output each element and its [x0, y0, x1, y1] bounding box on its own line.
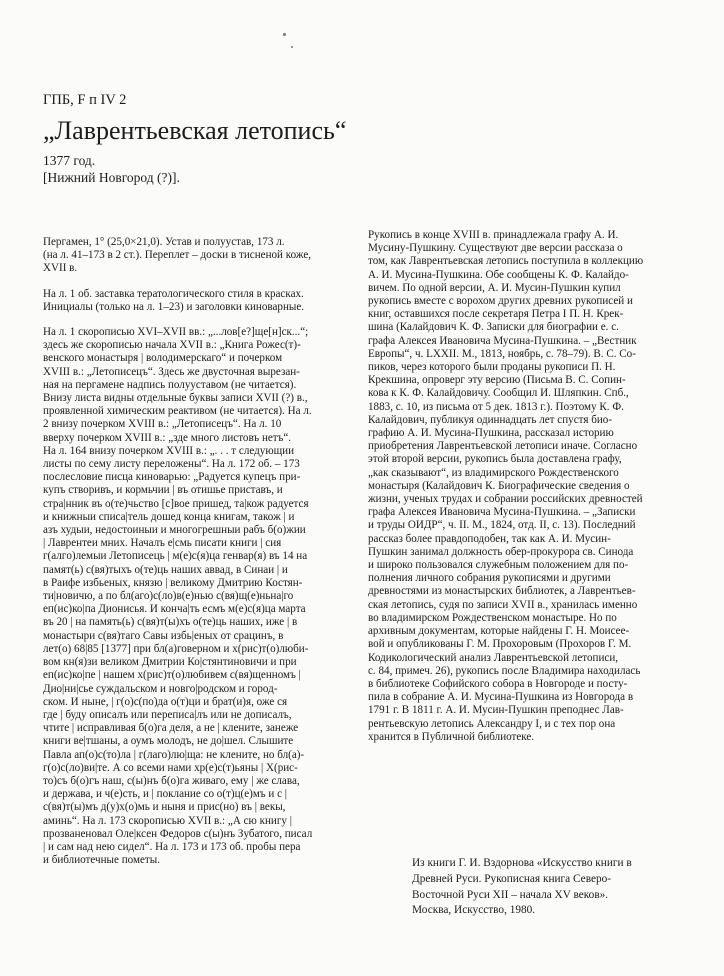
document-header: [43, 92, 403, 186]
scan-speck: [291, 46, 293, 48]
paragraph-material: Пергамен, 1° (25,0×21,0). Устав и полуустав, 173 л. (на л. 41–173 в 2 ст.). Переплет – доски в тисненой коже, XVII в.: [43, 236, 312, 275]
source-credit: Из книги Г. И. Вздорнова «Искусство книги в Древней Руси. Рукописная книга Северо- Восточной Руси XII – начала XV веков». Москва, Искусство, 1980.: [412, 857, 632, 917]
document-place: [Нижний Новгород (?)].: [43, 170, 180, 185]
paragraph-inscriptions: На л. 1 скорописью XVI–XVII вв.: „...лов[е?]щe[н]ск...“; здесь же скорописью начала XVII в.: „Книга Рожес(т)- венского монастыря | володимерскаго“ и почерком XVIII в.: „Летописецъ“. Здесь же двусточная вырезан- ная на пергамене надпись полууставом (не читается). Внизу листа видны отдельные буквы записи XVII (?) в., проявленной химическим реактивом (не читается). На л. 2 внизу почерком XVIII в.: „Летописецъ“. На л. 10 вверху почерком XVIII в.: „зде много листовъ нетъ“. На л. 164 внизу почерком XVIII в.: „. . . т следующии листы по сему листу переложены“. На л. 172 об. – 173 послесловие писца киноварью: „Радуется купецъ при- купъ створивъ, и кормьчии | въ отишье приставъ, и стра|нник въ о(те)чьство [с]вое пришед, та|кож радуется и книжныи списа|тель дошед конца книгам, також | и азъ худыи, недостоиныи и многогрешныи рабъ б(о)жии | Лаврентеи мних. Началъ е|смь писати книги | сия г(алгo)лемыи Летописець | м(е)с(я)ца генвар(я) въ 14 на памят(ь) с(вя)тыхъ о(те)ць наших аввад, в Синаи | и в Раифе избьеных, князю | великому Дмитрию Костян- ти|новичю, а по бл(аго)с(ло)в(е)нью с(вя)щ(е)ньна|го еп(ис)ко|па Дионисья. И конча|ть есмъ м(е)с(я)ца марта въ 20 | на память(ь) с(вя)т(ы)хъ о(те)ць наших, иже | в монастыри с(вя)таго Савы избь|еных от срацинъ, в лет(о) 68|85 [1377] при бл(а)говерном и х(рис)т(о)люби- вом кн(я)зи великом Дмитрии Ко|стянтиновичи и при еп(ис)ко|пе | нашем х(рис)т(о)любивем с(вя)щенномъ | Дио|ни|сье суждальском и новго|родском и город- ском. И ныне, | г(о)с(по)да о(т)ци и брат(и)я, оже ся где | буду описалъ или переписа|лъ или не дописалъ, чтите | исправливая б(о)га деля, а не | клените, занеже книги ве|тшаны, а оумъ молодъ, не до|шел. Слышите Павла ап(о)с(то)ла | г(лаго)лю|ща: не клените, но бл(а)- г(о)с(ло)ви|те. А со всеми нами хр(е)с(т)ьяны | Х(рис- то)съ б(о)гъ наш, с(ы)нъ б(о)га живаго, ему | же слава, и держава, и ч(е)сть, и | поклание со о(т)ц(е)мъ и с | с(вя)т(ы)мъ д(у)х(о)мь и ныня и прис(но) въ | векы, аминь“. На л. 173 скорописью XVII в.: „А сю книгу | прозвaненовал Оле|ксен Федоров с(ы)нъ Зубатого, писал | и сам над нею сидел“. На л. 173 и 173 об. пробы пера и библиотечные пометы.: [43, 326, 313, 867]
paragraph-decoration: На л. 1 об. заставка тератологического стиля в красках. Инициалы (только на л. 1–23) и заголовки киноварные.: [43, 287, 305, 313]
scan-speck: [283, 33, 286, 36]
right-text-column: [368, 229, 690, 756]
shelfmark: ГПБ, F п IV 2: [43, 92, 127, 108]
paragraph-provenance: Рукопись в конце XVIII в. принадлежала графу А. И. Мусину-Пушкину. Существуют две версии рассказа о том, как Лаврентьевская летопись поступила в коллекцию А. И. Мусина-Пушкина. Обе сообщены К. Ф. Калайдо- вичем. По одной версии, А. И. Мусин-Пушкин купил рукопись вместе с ворохом других древних рукописей и книг, оставшихся после секретаря Петра I П. Н. Крек- шина (Калайдович К. Ф. Записки для биографии е. с. графа Алексея Ивановича Мусина-Пушкина. – „Вестник Европы“, ч. LXXII. М., 1813, ноябрь, с. 78–79). В. С. Со- пиков, через которого были проданы рукописи П. Н. Крекшина, опроверг эту версию (Письма В. С. Сопин- кова к К. Ф. Калайдовичу. Сообщил И. Шляпкин. Спб., 1883, с. 10, из письма от 5 дек. 1813 г.). Поэтому К. Ф. Калайдович, публикуя одиннадцать лет спустя био- графию А. И. Мусина-Пушкина, рассказал историю приобретения Лаврентьевской летописи иначе. Согласно этой второй версии, рукопись была доставлена графу, „как сказывают“, из владимирского Рождественского монастыря (Калайдович К. Биографические сведения о жизни, ученых трудах и собрании российских древностей графа Алексея Ивановича Мусина-Пушкина. – „Записки и труды ОИДР“, ч. II. М., 1824, отд. II, с. 13). Последний рассказ более правдоподобен, так как А. И. Мусин- Пушкин занимал должность обер-прокурора св. Синода и широко пользовался служебным положением для по- полнения личного собрания рукописями и другими древностями из монастырских библиотек, а Лаврентьев- ская летопись, судя по записи XVII в., хранилась именно во владимирском Рождественском монастыре. Но по архивным документам, которые найдены Г. Н. Моисее- вой и опубликованы Г. М. Прохоровым (Прохоров Г. М. Кодикологический анализ Лаврентьевской летописи, с. 84, примеч. 26), рукопись после Владимира находилась в библиотеке Софийского собора в Новгороде и посту- пила в собрание А. И. Мусина-Пушкина из Новгорода в 1791 г. В 1811 г. А. И. Мусин-Пушкин преподнес Лав- рентьевскую летопись Александру I, и с тех пор она хранится в Публичной библиотеке.: [368, 229, 644, 743]
document-title: „Лаврентьевская летопись“: [43, 116, 347, 145]
document-year: 1377 год.: [43, 153, 96, 168]
left-text-column: [43, 236, 349, 879]
